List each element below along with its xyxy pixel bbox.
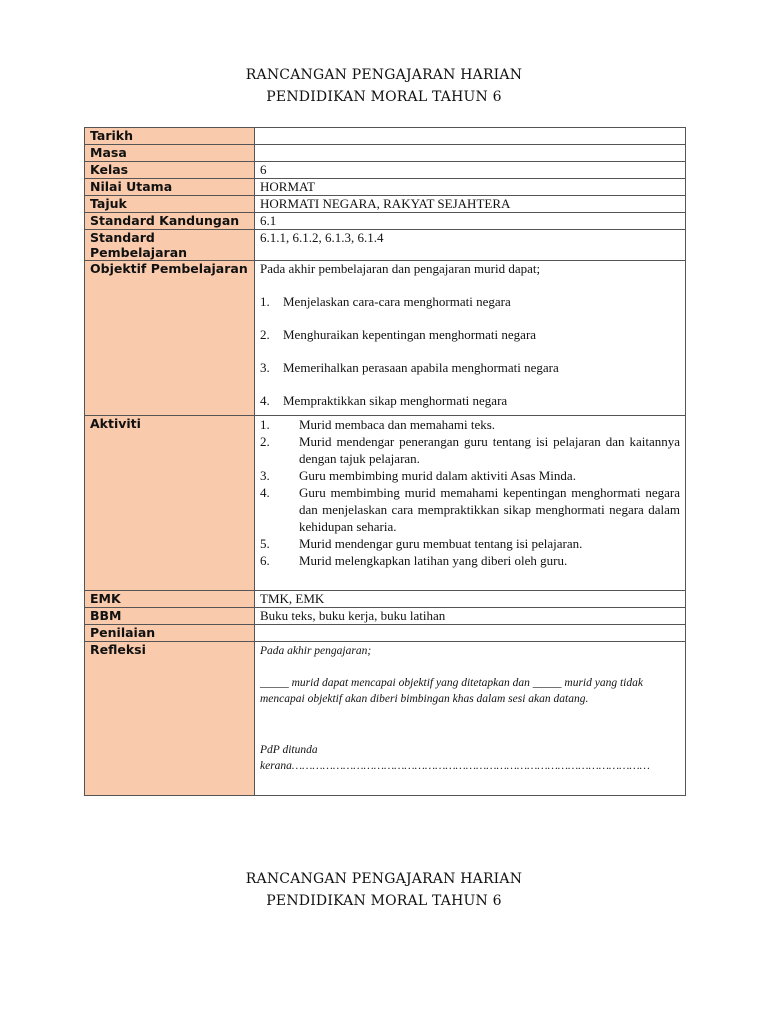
list-item: 2. Murid mendengar penerangan guru tentang isi pelajaran dan kaitannya dengan tajuk pelajaran. <box>260 434 680 466</box>
value-objektif[interactable] <box>255 261 686 416</box>
value-bbm[interactable]: Buku teks, buku kerja, buku latihan <box>255 608 686 625</box>
list-item: 4. Mempraktikkan sikap menghormati negara <box>260 393 508 408</box>
lesson-plan-table <box>84 127 686 796</box>
row-standard-kandungan <box>85 213 686 230</box>
row-nilai-utama <box>85 179 686 196</box>
label-penilaian: Penilaian <box>85 625 255 642</box>
refleksi-line1: Pada akhir pengajaran; <box>260 645 372 657</box>
list-item: 4. Guru membimbing murid memahami kepentingan menghormati negara dan menjelaskan cara mempraktikkan sikap menghormati negara dalam kehidupan seharia. <box>260 485 680 534</box>
label-nilai-utama: Nilai Utama <box>85 179 255 196</box>
label-bbm: BBM <box>85 608 255 625</box>
label-masa: Masa <box>85 145 255 162</box>
row-penilaian <box>85 625 686 642</box>
value-emk[interactable]: TMK, EMK <box>255 591 686 608</box>
row-tarikh <box>85 128 686 145</box>
list-item: 1. Menjelaskan cara-cara menghormati negara <box>260 294 511 309</box>
value-refleksi[interactable] <box>255 642 686 796</box>
refleksi-line3: PdP ditunda <box>260 744 318 756</box>
label-standard-kandungan: Standard Kandungan <box>85 213 255 230</box>
refleksi-line4: kerana…………………………………………………………………………………………… <box>260 760 650 772</box>
value-kelas[interactable]: 6 <box>255 162 686 179</box>
aktiviti-list <box>260 416 680 569</box>
list-item: 3. Memerihalkan perasaan apabila menghormati negara <box>260 360 559 375</box>
row-emk <box>85 591 686 608</box>
value-penilaian[interactable] <box>255 625 686 642</box>
label-kelas: Kelas <box>85 162 255 179</box>
row-masa <box>85 145 686 162</box>
label-standard-pembelajaran: Standard Pembelajaran <box>85 230 255 261</box>
page2-title-line1: RANCANGAN PENGAJARAN HARIAN <box>245 871 523 887</box>
label-aktiviti: Aktiviti <box>85 416 255 591</box>
refleksi-line2: _____ murid dapat mencapai objektif yang ditetapkan dan _____ murid yang tidak mencapai objektif akan diberi bimbingan khas dalam sesi akan datang. <box>260 677 643 705</box>
label-tarikh: Tarikh <box>85 128 255 145</box>
value-standard-kandungan[interactable]: 6.1 <box>255 213 686 230</box>
row-kelas <box>85 162 686 179</box>
label-refleksi: Refleksi <box>85 642 255 796</box>
list-item: 1. Murid membaca dan memahami teks. <box>260 417 496 432</box>
objektif-list <box>260 294 680 409</box>
value-nilai-utama[interactable]: HORMAT <box>255 179 686 196</box>
row-objektif <box>85 261 686 416</box>
list-item: 3. Guru membimbing murid dalam aktiviti Asas Minda. <box>260 468 576 483</box>
value-tarikh[interactable] <box>255 128 686 145</box>
row-aktiviti <box>85 416 686 591</box>
label-emk: EMK <box>85 591 255 608</box>
page-subtitle-line2: PENDIDIKAN MORAL TAHUN 6 <box>266 89 502 105</box>
page-title-line1: RANCANGAN PENGAJARAN HARIAN <box>245 67 523 83</box>
objektif-intro: Pada akhir pembelajaran dan pengajaran murid dapat; <box>260 261 541 276</box>
row-refleksi <box>85 642 686 796</box>
list-item: 5. Murid mendengar guru membuat tentang isi pelajaran. <box>260 536 583 551</box>
value-tajuk[interactable]: HORMATI NEGARA, RAKYAT SEJAHTERA <box>255 196 686 213</box>
value-masa[interactable] <box>255 145 686 162</box>
label-tajuk: Tajuk <box>85 196 255 213</box>
row-bbm <box>85 608 686 625</box>
value-standard-pembelajaran[interactable]: 6.1.1, 6.1.2, 6.1.3, 6.1.4 <box>255 230 686 261</box>
value-aktiviti[interactable] <box>255 416 686 591</box>
label-objektif: Objektif Pembelajaran <box>85 261 255 416</box>
list-item: 6. Murid melengkapkan latihan yang diberi oleh guru. <box>260 553 568 568</box>
list-item: 2. Menghuraikan kepentingan menghormati negara <box>260 327 537 342</box>
row-tajuk <box>85 196 686 213</box>
row-standard-pembelajaran <box>85 230 686 261</box>
page2-subtitle-line2: PENDIDIKAN MORAL TAHUN 6 <box>266 893 502 909</box>
